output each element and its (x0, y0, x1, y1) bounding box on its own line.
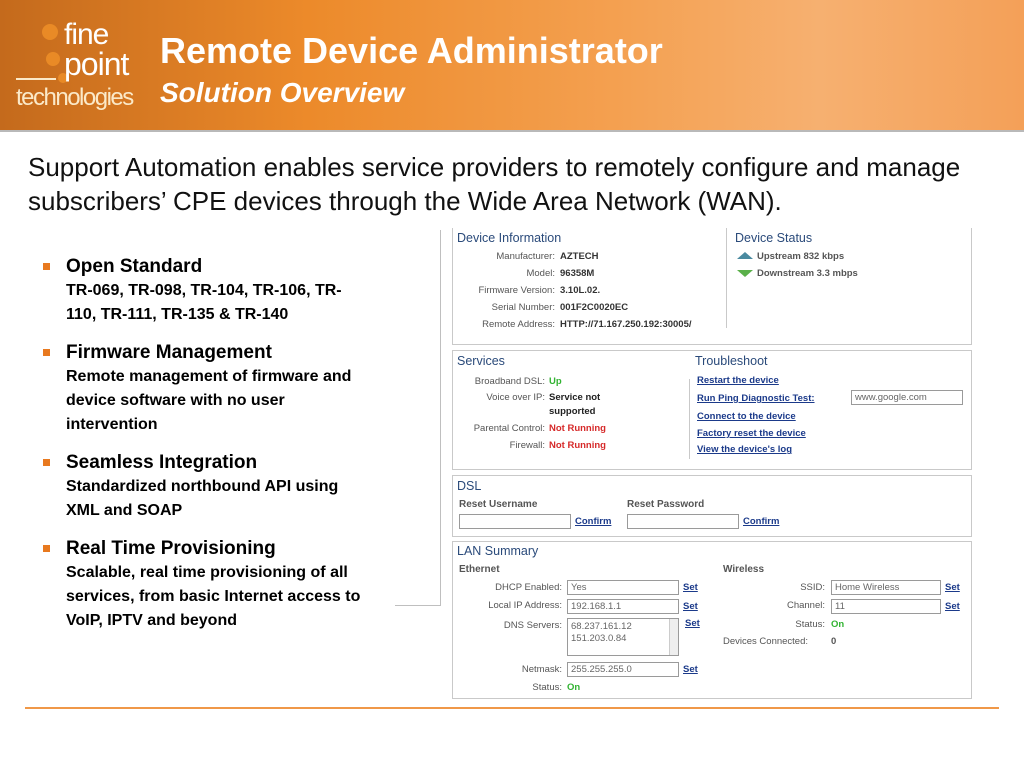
feature-item (40, 255, 370, 327)
reset-username-label: Reset Username (459, 499, 538, 510)
confirm-username-link[interactable]: Confirm (575, 516, 612, 527)
feature-heading: Open Standard (66, 256, 203, 277)
feature-list (40, 255, 370, 647)
dns-servers-label: DNS Servers: (503, 620, 562, 631)
serial-label: Serial Number: (491, 302, 555, 313)
channel-set-link[interactable]: Set (945, 601, 960, 612)
view-log-link[interactable]: View the device's log (697, 444, 793, 455)
dns-server-2: 151.203.0.84 (571, 633, 627, 644)
local-ip-set-link[interactable]: Set (683, 601, 698, 612)
manufacturer-value: AZTECH (560, 251, 599, 262)
run-ping-link[interactable]: Run Ping Diagnostic Test: (697, 393, 815, 404)
bullet-icon (43, 545, 50, 552)
header-banner (0, 0, 1024, 132)
feature-heading: Real Time Provisioning (66, 538, 276, 559)
bullet-icon (43, 459, 50, 466)
voip-status-line2: supported (549, 406, 596, 417)
reset-username-input[interactable] (459, 514, 571, 529)
ping-host-input[interactable]: www.google.com (851, 390, 963, 405)
logo-line (16, 78, 56, 80)
dsl-label: Broadband DSL: (474, 376, 545, 387)
factory-reset-link[interactable]: Factory reset the device (697, 428, 806, 439)
dhcp-label: DHCP Enabled: (495, 582, 562, 593)
divider (689, 379, 690, 459)
connector-line (440, 230, 441, 606)
dsl-status: Up (549, 376, 562, 387)
divider (726, 228, 727, 328)
netmask-label: Netmask: (521, 664, 562, 675)
firewall-status: Not Running (549, 440, 606, 451)
feature-item (40, 451, 370, 523)
netmask-input[interactable]: 255.255.255.0 (567, 662, 679, 677)
logo-text-point: point (64, 46, 129, 82)
voip-label: Voice over IP: (486, 392, 545, 403)
scrollbar[interactable] (669, 619, 678, 655)
channel-label: Channel: (786, 600, 825, 611)
page-title: Remote Device Administrator (160, 30, 663, 71)
parental-control-status: Not Running (549, 423, 606, 434)
bullet-icon (43, 349, 50, 356)
wireless-status-label: Status: (795, 619, 825, 630)
model-value: 96358M (560, 268, 595, 279)
feature-detail: Scalable, real time provisioning of all services, from basic Internet access to VoIP, IPTV and beyond (66, 564, 361, 629)
parental-control-label: Parental Control: (473, 423, 545, 434)
firmware-value: 3.10L.02. (560, 285, 601, 296)
voip-status: Service not (549, 392, 601, 403)
logo-dot-icon (42, 24, 58, 40)
troubleshoot-title: Troubleshoot (695, 354, 768, 368)
services-title: Services (457, 354, 505, 368)
feature-item (40, 341, 370, 437)
services-panel (452, 350, 972, 470)
devices-connected-label: Devices Connected: (723, 636, 809, 647)
connect-device-link[interactable]: Connect to the device (697, 411, 796, 422)
intro-text: Support Automation enables service providers to remotely configure and manage subscribers’ CPE devices through the Wide Area Network (WAN). (28, 152, 961, 216)
fine-point-logo (14, 18, 144, 113)
ssid-input[interactable]: Home Wireless (831, 580, 941, 595)
device-info-panel (452, 228, 972, 345)
feature-detail: Remote management of firmware and device software with no user intervention (66, 368, 352, 433)
restart-device-link[interactable]: Restart the device (697, 375, 779, 386)
ethernet-status-label: Status: (532, 682, 562, 693)
device-status-title: Device Status (735, 231, 813, 245)
devices-connected-value: 0 (831, 636, 837, 647)
bullet-icon (43, 263, 50, 270)
dsl-title: DSL (457, 479, 482, 493)
dsl-panel (452, 475, 972, 537)
logo-dot-icon (46, 52, 60, 66)
footer-divider (25, 707, 999, 709)
local-ip-label: Local IP Address: (488, 600, 562, 611)
wireless-status: On (831, 619, 845, 630)
wireless-heading: Wireless (723, 564, 765, 575)
upstream-arrow-icon (737, 252, 753, 259)
downstream-arrow-icon (737, 270, 753, 277)
feature-heading: Firmware Management (66, 342, 272, 363)
remote-address-label: Remote Address: (482, 319, 555, 330)
reset-password-label: Reset Password (627, 499, 705, 510)
dns-server-1: 68.237.161.12 (571, 621, 632, 632)
channel-input[interactable]: 11 (831, 599, 941, 614)
connector-line (395, 605, 441, 606)
manufacturer-label: Manufacturer: (496, 251, 555, 262)
firewall-label: Firewall: (509, 440, 545, 451)
dhcp-set-link[interactable]: Set (683, 582, 698, 593)
local-ip-input[interactable]: 192.168.1.1 (567, 599, 679, 614)
reset-password-input[interactable] (627, 514, 739, 529)
netmask-set-link[interactable]: Set (683, 664, 698, 675)
firmware-label: Firmware Version: (478, 285, 555, 296)
upstream-value: Upstream 832 kbps (757, 251, 845, 262)
feature-heading: Seamless Integration (66, 452, 258, 473)
remote-address-value: HTTP://71.167.250.192:30005/ (560, 319, 692, 330)
dhcp-input[interactable]: Yes (567, 580, 679, 595)
ethernet-heading: Ethernet (459, 564, 500, 575)
lan-summary-title: LAN Summary (457, 544, 539, 558)
feature-detail: Standardized northbound API using XML and SOAP (66, 478, 339, 519)
dns-servers-textarea[interactable] (567, 618, 679, 656)
feature-item (40, 537, 370, 633)
ethernet-status: On (567, 682, 581, 693)
lan-summary-panel (452, 541, 972, 699)
feature-detail: TR-069, TR-098, TR-104, TR-106, TR-110, TR-111, TR-135 & TR-140 (66, 282, 342, 323)
dns-set-link[interactable]: Set (685, 618, 700, 629)
device-info-title: Device Information (457, 231, 562, 245)
logo-text-fine: fine (64, 18, 109, 51)
ssid-set-link[interactable]: Set (945, 582, 960, 593)
model-label: Model: (526, 268, 555, 279)
ssid-label: SSID: (800, 582, 825, 593)
logo-text-technologies: technologies (16, 84, 133, 111)
downstream-value: Downstream 3.3 mbps (757, 268, 858, 279)
serial-value: 001F2C0020EC (560, 302, 629, 313)
confirm-password-link[interactable]: Confirm (743, 516, 780, 527)
page-subtitle: Solution Overview (160, 77, 405, 108)
